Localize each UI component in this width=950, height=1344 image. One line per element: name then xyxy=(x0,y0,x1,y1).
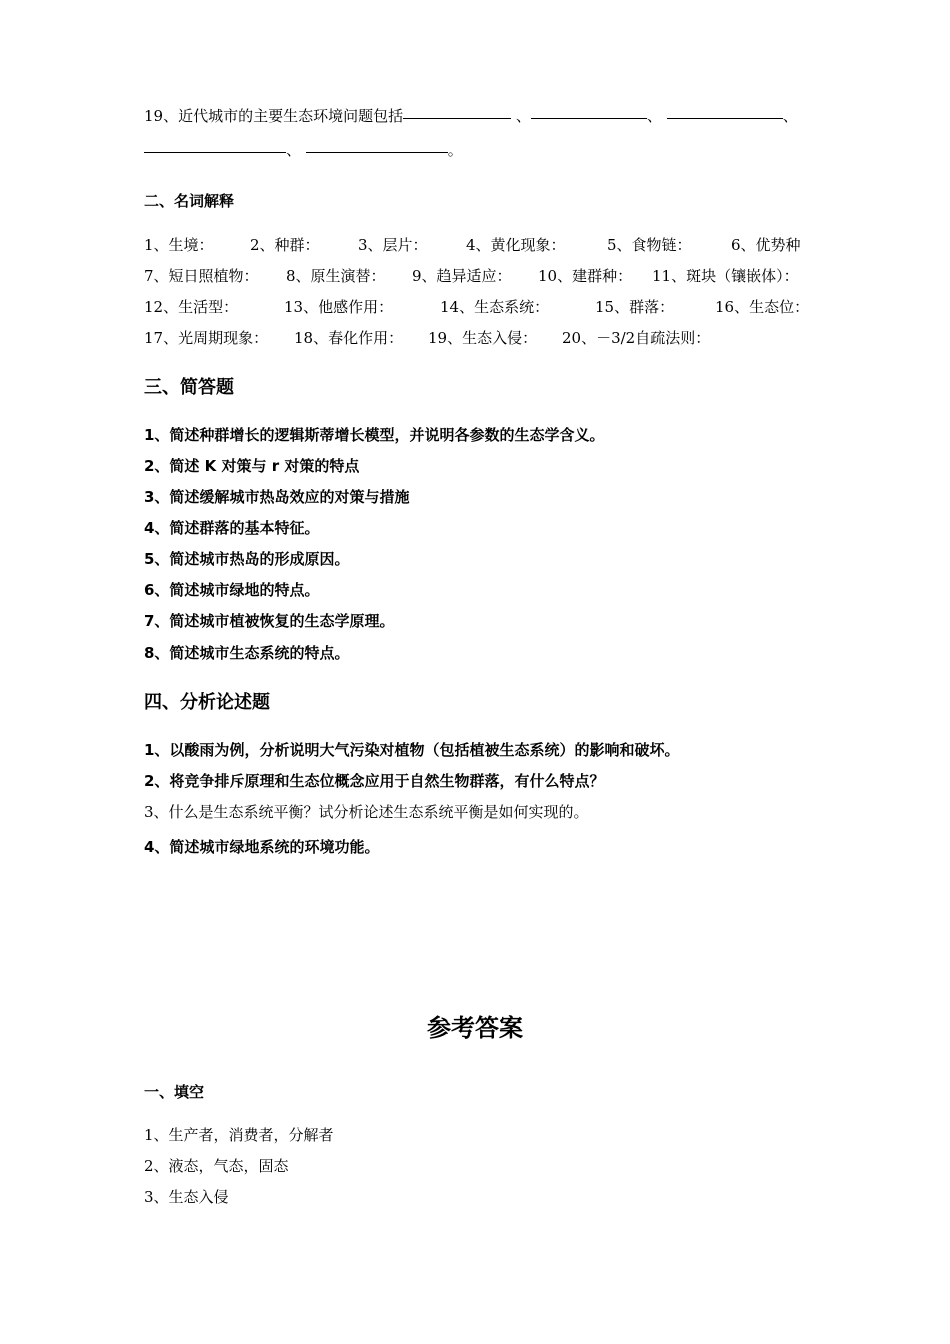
answer-item: 2、液态，气态，固态 xyxy=(144,1157,289,1175)
section-heading-discussion: 四、分析论述题 xyxy=(144,692,270,713)
section-heading-short-answer: 三、简答题 xyxy=(144,377,234,398)
answer-item: 3、生态入侵 xyxy=(144,1188,229,1206)
term-item: 7、短日照植物： xyxy=(144,267,259,285)
question-item: 2、简述 K 对策与 r 对策的特点 xyxy=(144,457,360,475)
term-item: 5、食物链： xyxy=(607,236,692,254)
term-item: 14、生态系统： xyxy=(440,298,550,316)
terms-row-2 xyxy=(144,266,799,286)
term-item: 18、春化作用： xyxy=(294,329,404,347)
separator: 、 xyxy=(782,107,798,125)
term-item: 12、生活型： xyxy=(144,298,239,316)
question-item: 6、简述城市绿地的特点。 xyxy=(144,581,320,599)
question-item: 4、简述群落的基本特征。 xyxy=(144,519,320,537)
term-item: 16、生态位： xyxy=(715,298,810,316)
separator: 、 xyxy=(286,141,302,159)
section-heading-fill: 一、填空 xyxy=(144,1083,205,1101)
term-item: 10、建群种： xyxy=(538,267,633,285)
answer-blank[interactable] xyxy=(667,117,783,119)
term-item: 6、优势种 xyxy=(731,236,801,254)
term-item: 20、－3/2自疏法则： xyxy=(562,329,711,347)
question-item: 1、简述种群增长的逻辑斯蒂增长模型，并说明各参数的生态学含义。 xyxy=(144,426,605,444)
terminator: 。 xyxy=(447,141,463,159)
question-item: 3、什么是生态系统平衡？试分析论述生态系统平衡是如何实现的。 xyxy=(144,803,589,821)
q19-text: 19、近代城市的主要生态环境问题包括 xyxy=(144,107,404,125)
answer-blank[interactable] xyxy=(403,117,511,119)
term-item: 2、种群： xyxy=(250,236,320,254)
question-item: 2、将竞争排斥原理和生态位概念应用于自然生物群落，有什么特点？ xyxy=(144,772,605,790)
term-item: 9、趋异适应： xyxy=(412,267,512,285)
term-item: 4、黄化现象： xyxy=(466,236,566,254)
term-item: 15、群落： xyxy=(595,298,675,316)
answer-blank[interactable] xyxy=(144,151,286,153)
separator: 、 xyxy=(646,107,662,125)
fill-blank-q19-cont xyxy=(144,140,463,160)
answer-blank[interactable] xyxy=(306,151,448,153)
question-item: 8、简述城市生态系统的特点。 xyxy=(144,644,350,662)
term-item: 8、原生演替： xyxy=(286,267,386,285)
term-item: 19、生态入侵： xyxy=(428,329,538,347)
answer-item: 1、生产者，消费者，分解者 xyxy=(144,1126,334,1144)
term-item: 17、光周期现象： xyxy=(144,329,269,347)
term-item: 11、斑块（镶嵌体）： xyxy=(652,267,799,285)
terms-row-3 xyxy=(144,297,809,317)
question-item: 4、简述城市绿地系统的环境功能。 xyxy=(144,838,380,856)
terms-row-1 xyxy=(144,235,801,255)
answers-title: 参考答案 xyxy=(427,1014,523,1042)
answer-blank[interactable] xyxy=(531,117,647,119)
question-item: 5、简述城市热岛的形成原因。 xyxy=(144,550,350,568)
question-item: 1、以酸雨为例，分析说明大气污染对植物（包括植被生态系统）的影响和破坏。 xyxy=(144,741,680,759)
fill-blank-q19 xyxy=(144,106,798,126)
separator: 、 xyxy=(515,107,531,125)
question-item: 7、简述城市植被恢复的生态学原理。 xyxy=(144,612,395,630)
term-item: 13、他感作用： xyxy=(284,298,394,316)
term-item: 3、层片： xyxy=(358,236,428,254)
question-item: 3、简述缓解城市热岛效应的对策与措施 xyxy=(144,488,410,506)
term-item: 1、生境： xyxy=(144,236,214,254)
terms-row-4 xyxy=(144,328,710,348)
section-heading-terms: 二、名词解释 xyxy=(144,192,235,210)
